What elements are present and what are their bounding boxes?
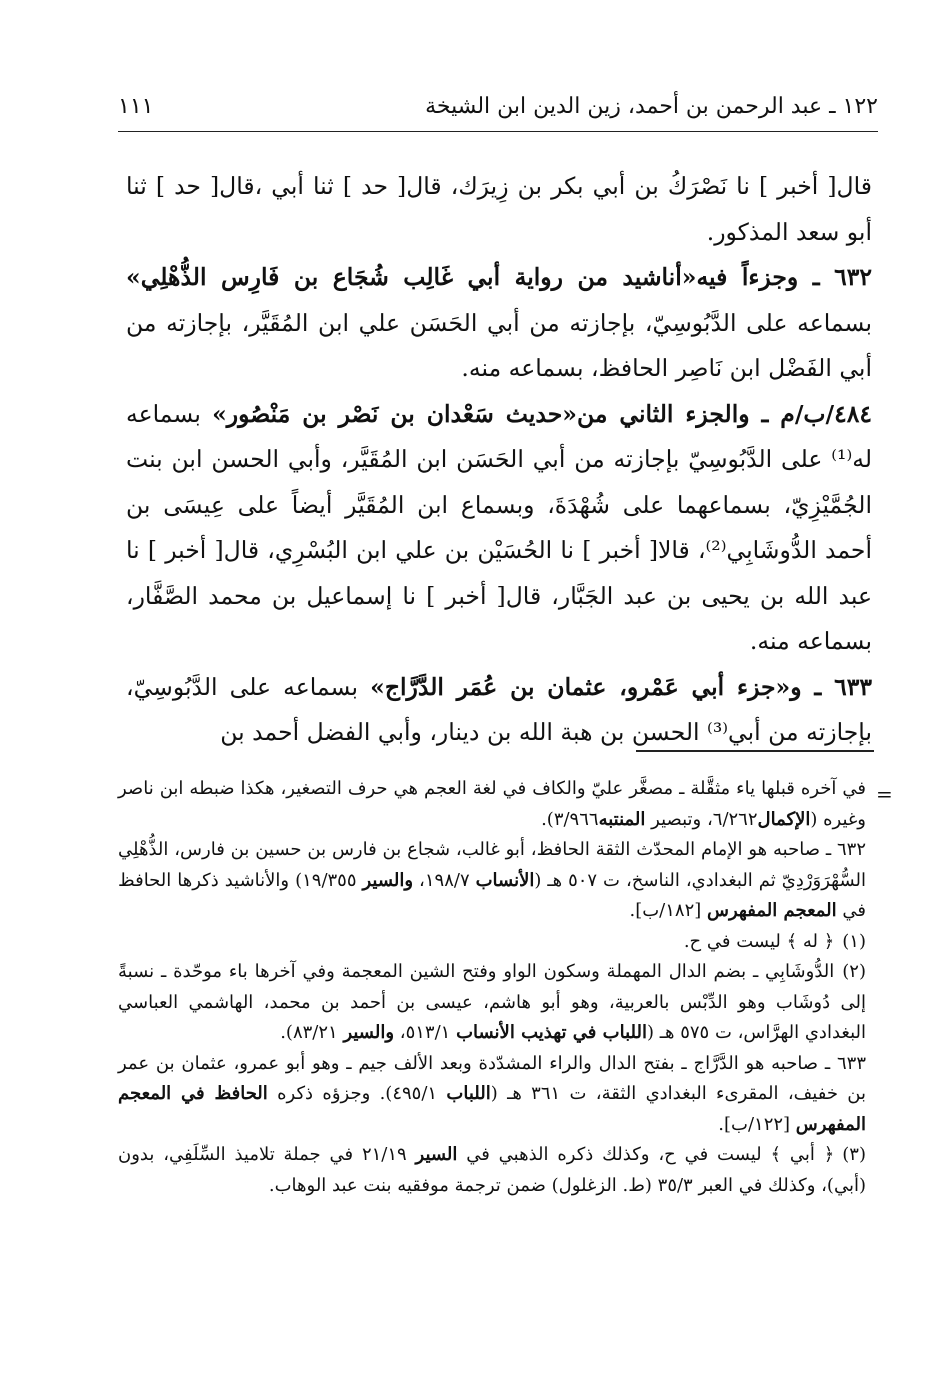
book-title: «حديث سَعْدان بن نَصْر بن مَنْصُور» bbox=[212, 399, 577, 428]
footnote-separator bbox=[636, 750, 874, 752]
paragraph-text: بسماعه على الدَّبُوسِيّ، بإجازته من أبي⁽³⁾ الحسن بن هبة الله بن دينار، وأبي الفضل أحمد بن bbox=[126, 672, 872, 746]
header-rule bbox=[118, 131, 878, 132]
footnote-text: ﴿ له ﴾ ليست في ح. bbox=[683, 930, 835, 952]
reference-title: السير bbox=[415, 1144, 458, 1165]
footnote-text: ٦/٢٦٢، وتبصير bbox=[645, 808, 758, 830]
paragraph-text: بسماعه على الدَّبُوسِيّ، بإجازته من أبي الحَسَن علي ابن المُقَيَّر، بإجازته من أبي الفَضْل ابن نَاصِر الحافظ، بسماعه منه. bbox=[126, 308, 872, 382]
footnote-text: ٤٩٥/١). وجزؤه ذكره bbox=[267, 1083, 447, 1104]
continuation-mark: = bbox=[876, 782, 893, 806]
reference-title: المعجم المفهرس bbox=[707, 900, 837, 921]
footnote-1 bbox=[118, 927, 866, 958]
footnote-text: ٦٣٣ ـ صاحبه هو الدَّرَّاج ـ بفتح الدال والراء المشدّدة وبعد الألف جيم ـ وهو أبو عمرو، عثمان بن عمر بن خفيف، المقرىء البغدادي الثقة، ت ٣٦١ هـ ( bbox=[118, 1052, 867, 1104]
footnote-632 bbox=[118, 835, 866, 927]
footnote-number: (١) bbox=[842, 930, 866, 952]
footnote-number: (٢) bbox=[842, 961, 866, 982]
running-head bbox=[118, 86, 878, 126]
reference-title: والسير bbox=[343, 1022, 395, 1043]
footnote-text: الدُّوشَابِي ـ بضم الدال المهملة وسكون الواو وفتح الشين المعجمة وفي آخرها باء موحّدة ـ نسبةً إلى دُوشَاب وهو الدِّبْس بالعربية، وهو أبو هاشم، عيسى بن أحمد بن محمد، الهاشمي العباسي البغدادي الهرَّاس، ت ٥٧٥ هـ ( bbox=[118, 961, 866, 1043]
footnote-text: ٦٣٢ ـ صاحبه هو الإمام المحدّث الثقة الحافظ، أبو غالب، شجاع بن فارس بن حسين بن فارس، الذُّهْلِي السُّهْرَوَرْدِيّ ثم البغدادي، الناسخ، ت ٥٠٧ هـ ( bbox=[118, 839, 866, 891]
footnote-text: ٢١/١٩ في جملة تلاميذ السِّلَفِي، بدون (أبي)، وكذلك في العبر ٣٥/٣ (ط. الزغلول) ضمن ترجمة موفقيه بنت عبد الوهاب. bbox=[118, 1144, 866, 1196]
footnote-text: [١٨٢/ب]. bbox=[629, 900, 708, 921]
reference-title: الأنساب bbox=[475, 869, 535, 891]
page-number: ١١١ bbox=[118, 93, 154, 119]
footnote-3 bbox=[118, 1140, 866, 1201]
footnote-text: ٣/٩٦٦). bbox=[541, 808, 599, 830]
footnote-number: (٣) bbox=[842, 1144, 866, 1165]
paragraph-isnad-continuation bbox=[126, 164, 872, 255]
reference-title: والسير bbox=[362, 869, 414, 891]
reference-title: الحافظ في المعجم المفهرس bbox=[118, 1083, 866, 1135]
paragraph-632 bbox=[126, 255, 872, 392]
entry-number: ٤٨٤/ب/م ـ والجزء الثاني من bbox=[576, 399, 873, 428]
reference-title: الإكمال bbox=[757, 808, 811, 830]
paragraph-text: بسماعه له⁽¹⁾ على الدَّبُوسِيّ بإجازته من أبي الحَسَن ابن المُقَيَّر، وأبي الحسن ابن بنت الجُمَّيْزِيّ، بسماعهما على شُهْدَةَ، وبسماع ابن المُقَيَّر أيضاً على عِيسَى بن أحمد الدُّوشَابِي⁽²⁾، قالا[ أخبر ] نا الحُسَيْن بن علي ابن البُسْرِي، قال[ أخبر ] نا عبد الله بن يحيى بن عبد الجَبَّار، قال[ أخبر ] نا إسماعيل بن محمد الصَّفَّار، بسماعه منه. bbox=[126, 399, 872, 655]
footnote-text: [١٢٢/ب]. bbox=[718, 1113, 796, 1135]
paragraph-text: قال[ أخبر ] نا نَصْرَكُ بن أبي بكر بن زِيرَك، قال[ حد ] ثنا أبي ،قال[ حد ] ثنا أبو سعد المذكور. bbox=[126, 172, 872, 246]
footnote-text: ﴿ أبي ﴾ ليست في ح، وكذلك ذكره الذهبي في bbox=[457, 1144, 835, 1165]
paragraph-633 bbox=[126, 665, 872, 756]
book-title: «جزء أبي عَمْرو، عثمان بن عُمَر الدَّرَّاج» bbox=[370, 672, 791, 701]
paragraph-484 bbox=[126, 392, 872, 665]
footnote-2 bbox=[118, 957, 866, 1049]
footnote-text: ١٩٨/٧، bbox=[413, 869, 476, 891]
footnote-633 bbox=[118, 1049, 866, 1141]
book-title: «أناشيد من رواية أبي غَالِب شُجَاع بن فَارِس الذُّهْلِي» bbox=[126, 263, 697, 291]
entry-number: ٦٣٢ ـ وجزءاً فيه bbox=[696, 263, 873, 291]
footnote-text: ١٩/٣٥٥) والأناشيد ذكرها الحافظ في bbox=[118, 869, 866, 921]
reference-title: اللباب bbox=[446, 1083, 491, 1104]
footnote-text: ٥١٣/١، bbox=[394, 1022, 457, 1043]
main-text bbox=[126, 164, 872, 756]
entry-number: ٦٣٣ ـ و bbox=[790, 672, 872, 701]
running-title: ١٢٢ ـ عبد الرحمن بن أحمد، زين الدين ابن الشيخة bbox=[425, 93, 878, 119]
reference-title: المنتبه bbox=[598, 808, 646, 830]
footnote-text: ٨٣/٢١). bbox=[280, 1022, 344, 1043]
reference-title: اللباب في تهذيب الأنساب bbox=[456, 1022, 647, 1043]
footnote-continued bbox=[118, 774, 866, 835]
footnotes bbox=[118, 774, 866, 1201]
footnote-text: في آخره قبلها ياء مثقَّلة ـ مصغَّر عليّ والكاف في لغة العجم هي حرف التصغير، هكذا ضبطه ابن ناصر وغيره ( bbox=[118, 778, 866, 830]
